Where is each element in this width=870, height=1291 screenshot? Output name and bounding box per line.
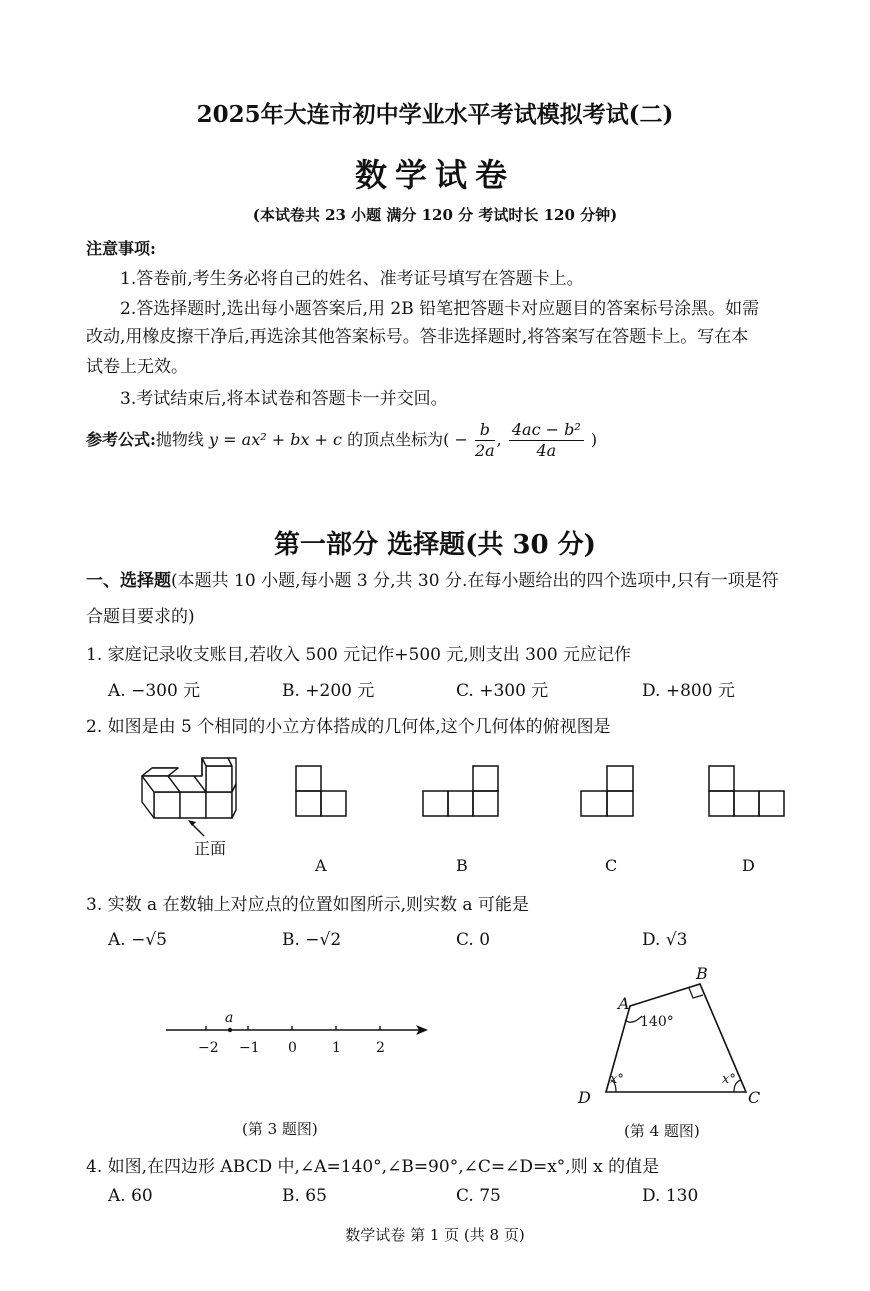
q4-vertex-d: D: [578, 1088, 591, 1107]
question-3: 3. 实数 a 在数轴上对应点的位置如图所示,则实数 a 可能是: [86, 895, 529, 915]
fraction-y: [509, 420, 584, 461]
formula-text: 抛物线: [155, 430, 204, 449]
note-2-line-1: 2.答选择题时,选出每小题答案后,用 2B 铅笔把答题卡对应题目的答案标号涂黑。如需: [120, 299, 760, 319]
q2-option-a: A: [315, 856, 327, 875]
formula-expression: y = ax² + bx + c: [209, 430, 343, 449]
q4-option-b: B. 65: [282, 1186, 327, 1206]
q4-vertex-b: B: [696, 964, 708, 983]
q3-tick-neg2: −2: [198, 1040, 219, 1056]
q4-angle-a: 140°: [640, 1014, 674, 1030]
q3-option-b: B. −√2: [282, 930, 342, 950]
question-2: 2. 如图是由 5 个相同的小立方体搭成的几何体,这个几何体的俯视图是: [86, 717, 611, 737]
section-instructions-text: (本题共 10 小题,每小题 3 分,共 30 分.在每小题给出的四个选项中,只有一项是符: [171, 571, 779, 591]
q4-caption: (第 4 题图): [624, 1122, 700, 1140]
q4-vertex-a: A: [618, 994, 630, 1013]
reference-formula: [86, 420, 597, 461]
q3-number-line: [160, 1020, 430, 1040]
formula-comma: ,: [496, 430, 502, 449]
fraction-x-denominator: 2a: [474, 441, 495, 460]
q1-option-b: B. +200 元: [282, 681, 375, 701]
note-2-line-3: 试卷上无效。: [86, 357, 188, 377]
q1-option-a: A. −300 元: [108, 681, 201, 701]
q2-solid-figure: [130, 752, 250, 832]
section-instructions-line-1: [86, 566, 779, 591]
q3-tick-0: 0: [288, 1040, 297, 1056]
note-2-line-2: 改动,用橡皮擦干净后,再选涂其他答案标号。答非选择题时,将答案写在答题卡上。写在本: [86, 327, 749, 347]
formula-close: ): [590, 430, 598, 449]
fraction-x-numerator: b: [475, 420, 495, 441]
q1-option-d: D. +800 元: [642, 681, 735, 701]
q3-point-label: a: [225, 1010, 234, 1026]
formula-label: 参考公式:: [86, 430, 156, 449]
q4-option-a: A. 60: [108, 1186, 153, 1206]
question-4: 4. 如图,在四边形 ABCD 中,∠A=140°,∠B=90°,∠C=∠D=x°,则 x 的值是: [86, 1157, 660, 1177]
q2-figure-b: [423, 766, 501, 818]
section-title: 第一部分 选择题(共 30 分): [274, 530, 596, 560]
q3-option-a: A. −√5: [108, 930, 167, 950]
q2-figure-a: [296, 766, 348, 818]
q3-caption: (第 3 题图): [242, 1120, 318, 1138]
q4-angle-d: x°: [610, 1072, 624, 1087]
q3-tick-2: 2: [376, 1040, 385, 1056]
q3-option-c: C. 0: [456, 930, 491, 950]
formula-minus: −: [454, 430, 468, 449]
q1-option-c: C. +300 元: [456, 681, 549, 701]
q2-figure-d: [709, 766, 787, 818]
q2-option-b: B: [456, 856, 468, 875]
exam-subtitle: 数学试卷: [354, 156, 515, 194]
notes-label: 注意事项:: [86, 239, 156, 258]
fraction-y-denominator: 4a: [536, 441, 557, 460]
section-instructions-bold: 一、选择题: [86, 571, 171, 591]
q2-figure-c: [581, 766, 635, 818]
note-1: 1.答卷前,考生务必将自己的姓名、准考证号填写在答题卡上。: [120, 269, 584, 289]
q4-vertex-c: C: [748, 1088, 761, 1107]
page-footer: 数学试卷 第 1 页 (共 8 页): [345, 1226, 525, 1244]
section-instructions-line-2: 合题目要求的): [86, 607, 195, 627]
q2-option-d: D: [742, 856, 755, 875]
fraction-y-numerator: 4ac − b²: [509, 420, 584, 441]
q4-option-c: C. 75: [456, 1186, 501, 1206]
note-3: 3.考试结束后,将本试卷和答题卡一并交回。: [120, 389, 448, 409]
formula-text-2: 的顶点坐标为(: [347, 430, 450, 449]
q3-tick-neg1: −1: [239, 1040, 260, 1056]
q3-point-a: [228, 1028, 232, 1032]
exam-info: (本试卷共 23 小题 满分 120 分 考试时长 120 分钟): [252, 206, 618, 224]
question-1: 1. 家庭记录收支账目,若收入 500 元记作+500 元,则支出 300 元应记作: [86, 645, 632, 665]
exam-title: 2025年大连市初中学业水平考试模拟考试(二): [196, 101, 674, 128]
q2-front-label: 正面: [194, 839, 227, 858]
q4-angle-c: x°: [722, 1072, 736, 1087]
q3-option-d: D. √3: [642, 930, 688, 950]
fraction-x: [475, 420, 495, 461]
q4-option-d: D. 130: [642, 1186, 699, 1206]
q3-tick-1: 1: [332, 1040, 341, 1056]
q2-option-c: C: [605, 856, 618, 875]
